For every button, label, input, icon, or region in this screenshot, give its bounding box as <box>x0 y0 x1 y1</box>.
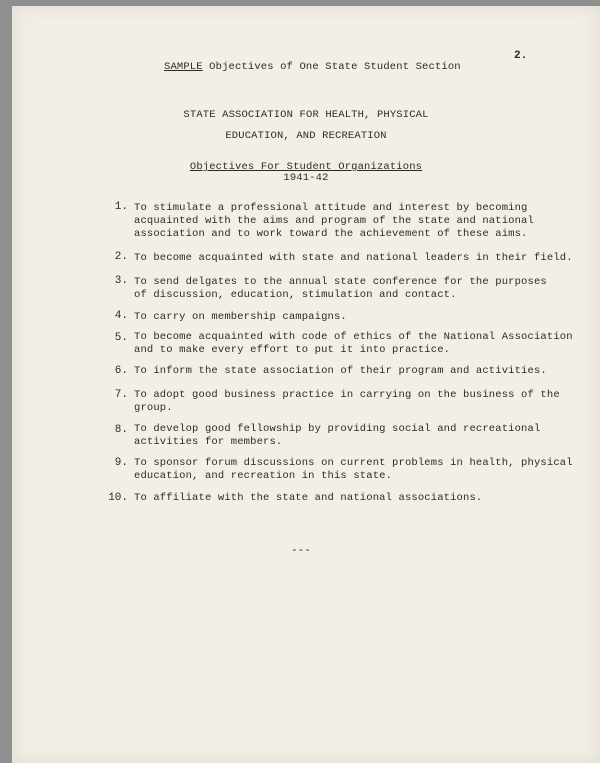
objective-text <box>134 276 547 302</box>
title-line-1: STATE ASSOCIATION FOR HEALTH, PHYSICAL <box>183 109 429 121</box>
objective-number: 2. <box>114 251 128 263</box>
objective-line: To become acquainted with state and national leaders in their field. <box>134 252 573 264</box>
objective-line: education, and recreation in this state. <box>134 470 393 482</box>
objective-line: To develop good fellowship by providing social and recreational <box>134 423 541 435</box>
objective-line: To send delgates to the annual state conference for the purposes <box>134 276 547 288</box>
objective-number: 10. <box>108 492 128 504</box>
objective-line: association and to work toward the achievement of these aims. <box>134 228 528 240</box>
page-number: 2. <box>514 50 528 62</box>
objective-line: To stimulate a professional attitude and interest by becoming <box>134 202 528 214</box>
objective-text <box>134 331 573 357</box>
header-text: Objectives of One State Student Section <box>202 61 461 73</box>
objective-number: 1. <box>114 201 128 213</box>
objective-line: To sponsor forum discussions on current problems in health, physical <box>134 457 573 469</box>
end-mark: --- <box>291 545 311 557</box>
objective-text <box>134 202 534 241</box>
header-line <box>164 62 461 73</box>
subtitle-text: Objectives For Student Organizations <box>189 161 423 173</box>
objective-text <box>134 457 573 483</box>
objective-text <box>134 492 482 505</box>
objective-line: activities for members. <box>134 436 283 448</box>
objective-line: of discussion, education, stimulation and contact. <box>134 289 457 301</box>
year: 1941-42 <box>283 172 329 184</box>
objective-number: 3. <box>114 275 128 287</box>
objective-number: 4. <box>114 310 128 322</box>
objective-line: group. <box>134 402 173 414</box>
objective-number: 6. <box>114 365 128 377</box>
objective-line: To affiliate with the state and national associations. <box>134 492 483 504</box>
objective-text <box>134 311 347 324</box>
objective-text <box>134 423 540 449</box>
objective-line: To carry on membership campaigns. <box>134 311 347 323</box>
objective-line: To inform the state association of their program and activities. <box>134 365 547 377</box>
objective-line: and to make every effort to put it into practice. <box>134 344 451 356</box>
objective-number: 5. <box>114 332 128 344</box>
objective-text <box>134 365 547 378</box>
subtitle <box>12 162 600 173</box>
title-line-2: EDUCATION, AND RECREATION <box>225 130 387 142</box>
document-page <box>12 6 600 763</box>
objective-text <box>134 389 560 415</box>
objective-text <box>134 252 573 265</box>
sample-label: SAMPLE <box>164 61 203 73</box>
objective-number: 8. <box>114 424 128 436</box>
objective-number: 9. <box>114 457 128 469</box>
objective-number: 7. <box>114 389 128 401</box>
objective-line: To adopt good business practice in carrying on the business of the <box>134 389 560 401</box>
objective-line: To become acquainted with code of ethics of the National Association <box>134 331 573 343</box>
objective-line: acquainted with the aims and program of the state and national <box>134 215 534 227</box>
